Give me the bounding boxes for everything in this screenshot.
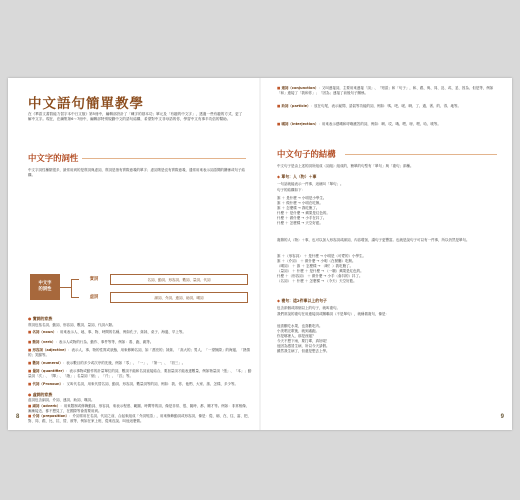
section-intro: 中文句子是由上述的詞所組成（詞組）組成的，簡單的句型有「單句」與「複句」兩種。	[277, 164, 414, 168]
item-term: 數詞（numeral）	[32, 361, 63, 365]
item-term: 形容詞（adjective）	[32, 348, 68, 352]
single-sentence-note: 一句話就能表示一件事，這就叫「單句」。	[277, 182, 344, 186]
item-text: ：用來表示感嘆和呼喚應答的詞，例如：啊、哎、哦、喂、呀、嗯、哈、唉等。	[318, 122, 441, 126]
subheading-real-words: ● 實詞的家族	[28, 316, 53, 321]
diagram-function-words-box: 副詞、介詞、連詞、助詞、嘆詞	[110, 292, 248, 303]
item-text: ：又叫連接詞，主要用來連接「詞」、「短語」和「句子」，和、跟、與、同、及、或、並、因為、但是等，例如「和」連接了「我和你」；「因為」連接了前後句子關係。	[277, 86, 494, 95]
item-term: 代詞（Pronoun）	[32, 382, 64, 386]
item-term: 名詞（noun）	[32, 330, 57, 334]
extended-sentence-patterns	[277, 254, 366, 284]
intro-paragraph: 在《華語文書寫能力習字本中日文版》第5冊中，編輯部設計了「練字的基本功」單元及「有趣的中文字」，透過一些有趣的方式，更了解中文字。現在，在續集第6～7冊中，編輯部特別規劃中文的語句結構，希望對中文非母語的你，學習中文有事半功倍的幫助。	[28, 112, 243, 122]
section-heading-sentence-structure: 中文句子的結構	[277, 149, 336, 159]
subheading-single-sentence-text: 單句：人（物）＋事	[281, 174, 317, 179]
list-item: ■ 量詞（quantifier）：表示事物或動作的計量單位的詞，數詞不能和名詞直接結合，要加量詞才能表達數量，例如物量詞「張」、「本」；動量詞「次」、「陣」、「趟」；名量詞「個」、「斤」、「匹」等。	[28, 369, 252, 378]
diagram-root-box	[30, 274, 60, 300]
pattern-line: 什麼 ＋ 做什麼 → 小手在抖了。	[277, 216, 327, 220]
item-term: 量詞（quantifier）	[32, 369, 66, 373]
complex-sentence-examples	[277, 324, 330, 354]
item-term: 副詞（adverb）	[32, 404, 61, 408]
item-term: 助詞（particle）	[281, 104, 311, 108]
diagram-branch-line	[71, 279, 72, 298]
item-text: ：用來表示人、地、事、物、時間的名稱，例如孔子、妹妹、桌子、海邊、早上等。	[56, 330, 186, 334]
subheading-complex-sentence: ◆ 複句：這2件事以上的句子	[277, 298, 327, 303]
subheading-real-words-text: 實詞的家族	[32, 316, 53, 321]
example-line: 今天不想下雨，要打傘，真好啦！	[277, 339, 330, 343]
page-number: 9	[500, 414, 504, 420]
list-item: ■ 連詞（conjunction）：又叫連接詞，主要用來連接「詞」、「短語」和「句子」，和、跟、與、同、及、或、並、因為、但是等，例如「和」連接了「我和你」；「因為」連接了前後句子關係。	[277, 86, 494, 95]
example-line: 他因為感冒生病，所以今天請假。	[277, 344, 330, 348]
left-page	[8, 78, 259, 430]
example-line: 小美唱完歌後，就到處跑。	[277, 329, 319, 333]
list-item: ■ 嘆詞（interjection）：用來表示感嘆和呼喚應答的詞，例如：啊、哎、哦、喂、呀、嗯、哈、唉等。	[277, 122, 441, 126]
list-item: ■ 數詞（numeral）：表示數目的多少或次序的先後，例如「零」、「一」、「第一」、「初三」。	[28, 361, 186, 365]
item-term: 嘆詞（interjection）	[281, 122, 319, 126]
pattern-line: 誰 ＋ 是什麼 → 小明是小學生。	[277, 196, 327, 200]
heading-rule	[345, 154, 497, 155]
item-text: ：表示人或物的行為、動作、事件等等，例如：看、跑、跳等。	[55, 340, 154, 344]
example-line: 你是哪裡人，那是西邊？	[277, 334, 316, 338]
pattern-line: 什麼 ＋ 怎麼樣 → 天空好藍。	[277, 221, 323, 225]
item-text: ：又叫代名詞，用來代替名詞、動詞、形容詞、數量詞等的詞，例如：我、你、他們、大家、誰、怎樣、多少等。	[63, 382, 239, 386]
complex-sentence-note-2: 我們常說的複句在用連接詞或關聯詞（不是單句），就稱做複句，像是：	[277, 312, 389, 316]
single-sentence-patterns	[277, 196, 330, 226]
list-item: ■ 代詞（Pronoun）：又叫代名詞，用來代替名詞、動詞、形容詞、數量詞等的詞，例如：我、你、他們、大家、誰、怎樣、多少等。	[28, 382, 239, 386]
pattern-line: 誰 ＋（介詞） ＋ 做什麼 → 小明（在餐廳）吃飯。	[277, 259, 356, 263]
item-text: ：表示事物或動作的計量單位的詞，數詞不能和名詞直接結合，要加量詞才能表達數量，例如物量詞「張」、「本」；動量詞「次」、「陣」、「趟」；名量詞「個」、「斤」、「匹」等。	[28, 369, 252, 378]
diagram-connector	[60, 287, 71, 288]
example-line: 雖然我生病了，但還是想去上學。	[277, 349, 330, 353]
item-text: ：介詞常用在名詞、代詞之前，合起來組成「介詞短語」，用來修飾動詞或形容詞，像是：從、朝、在、往、當、把、對、同、跟、比、拉、替，被等，例如在家上班、從來沒說、叫他這麼做。	[28, 414, 252, 423]
subheading-complex-sentence-text: 複句：這2件事以上的句子	[281, 298, 327, 303]
pattern-line: 誰 ＋（形容詞） ＋ 是什麼 → 小明是（可愛的）小學生。	[277, 254, 366, 258]
right-page	[261, 78, 512, 430]
page-number: 8	[16, 414, 20, 420]
diagram-branch-bottom	[71, 297, 79, 298]
book-spread	[8, 78, 512, 430]
pattern-line: 什麼 ＋（形容詞） ＋ 做什麼 → 小手（會抖的）抖了。	[277, 274, 363, 278]
pattern-line: （名詞） ＋ 什麼 ＋ 怎麼樣 → （今天）天空好藍。	[277, 279, 357, 283]
list-item: ■ 助詞（particle）：放在句尾，表示疑問、語氣等功能的詞，例如：嗎、吧、呢、啊、了、過、著、的、得、地等。	[277, 104, 462, 108]
extended-single-sentence-note: 複雜的人（物）＋事，也可以加入形容詞或副詞，內容增加，讓句子更豐富。也就是說句子可以有一件事，所以仍然是單句。	[277, 238, 470, 242]
list-item: ■ 介詞（preposition）：介詞常用在名詞、代詞之前，合起來組成「介詞短語」，用來修飾動詞或形容詞，像是：從、朝、在、往、當、把、對、同、跟、比、拉、替，被等，例如在家上班、從來沒說、叫他這麼做。	[28, 414, 252, 423]
item-text: ：用來限制或修飾動詞、形容詞，來表示程度、範圍、時間等的詞，像是非常、很、隨時、都、剛才等。例如：非常相像、漸漸接近、都不想見了，在國際等會需要用到。	[28, 404, 250, 413]
section-heading-parts-of-speech: 中文字的詞性	[28, 153, 79, 163]
function-words-intro: 虛詞包含副詞、介詞、連詞、助詞、嘆詞。	[28, 398, 95, 402]
pattern-line: 什麼 ＋ 是什麼 → 蘋果是紅色的。	[277, 211, 330, 215]
diagram-real-words-box: 名詞、動詞、形容詞、數詞、量詞、代詞	[110, 274, 248, 285]
subheading-single-sentence: ◆ 單句：人（物）＋事	[277, 174, 317, 179]
list-item: ■ 形容詞（adjective）：表示人、事、物的性質或狀態，用來修飾名詞，如「漂亮的」妹妹、「高大的」男人、「一望無際」的海邊、「熱情的」笑臉等。	[28, 348, 250, 357]
diagram-function-words-label: 虛詞	[89, 295, 99, 300]
page-title: 中文語句簡單教學	[28, 96, 144, 112]
item-text: ：表示人、事、物的性質或狀態，用來修飾名詞，如「漂亮的」妹妹、「高大的」男人、「一望無際」的海邊、「熱情的」笑臉等。	[28, 348, 250, 357]
diagram-root-label: 中文字 的詞性	[38, 281, 52, 292]
list-item: ■ 名詞（noun）：用來表示人、地、事、物、時間的名稱，例如孔子、妹妹、桌子、海邊、早上等。	[28, 330, 186, 334]
item-term: 連詞（conjunction）	[281, 86, 319, 90]
example-line: 他喜歡吃水果，也喜歡吃肉。	[277, 324, 323, 328]
item-term: 動詞（verb）	[32, 340, 56, 344]
diagram-real-words-label: 實詞	[89, 277, 99, 282]
complex-sentence-note: 包含兩個或兩個以上的句子，就叫複句。	[277, 306, 340, 310]
real-words-intro: 實詞包括名詞、動詞、形容詞、數詞、量詞、代詞六類。	[28, 323, 116, 327]
heading-rule	[82, 158, 246, 159]
pattern-line: 誰 ＋ 做什麼 → 小明在吃飯。	[277, 201, 323, 205]
pattern-line: 誰 ＋ 怎麼樣 → 我吃飽了。	[277, 206, 320, 210]
subheading-function-words: ● 虛詞的家族	[28, 392, 53, 397]
list-item: ■ 動詞（verb）：表示人或物的行為、動作、事件等等，例如：看、跑、跳等。	[28, 340, 154, 344]
pattern-line: （嘆詞） ＋ 誰 ＋ 怎麼樣 → （啊！）我吃飽了。	[277, 264, 354, 268]
single-sentence-structure-note: 句子的結構如下：	[277, 188, 305, 192]
subheading-function-words-text: 虛詞的家族	[32, 392, 53, 397]
diagram-branch-top	[71, 279, 79, 280]
item-text: ：放在句尾，表示疑問、語氣等功能的詞，例如：嗎、吧、呢、啊、了、過、著、的、得、地等。	[310, 104, 462, 108]
pattern-line: （量詞） ＋ 什麼 ＋ 是什麼 → （一顆）蘋果是紅色的。	[277, 269, 364, 273]
list-item: ■ 副詞（adverb）：用來限制或修飾動詞、形容詞，來表示程度、範圍、時間等的詞，像是非常、很、隨時、都、剛才等。例如：非常相像、漸漸接近、都不想見了，在國際等會需要用到。	[28, 404, 250, 413]
item-text: ：表示數目的多少或次序的先後，例如「零」、「一」、「第一」、「初三」。	[62, 361, 186, 365]
section-intro: 中文字詞性種類很多，最常用到的是實詞與虛詞，實詞是指有實際意義的單字；虛詞則是沒有實際意義，通常用來表示詞語間的關係或句子結構。	[28, 168, 245, 177]
item-term: 介詞（preposition）	[32, 414, 70, 418]
